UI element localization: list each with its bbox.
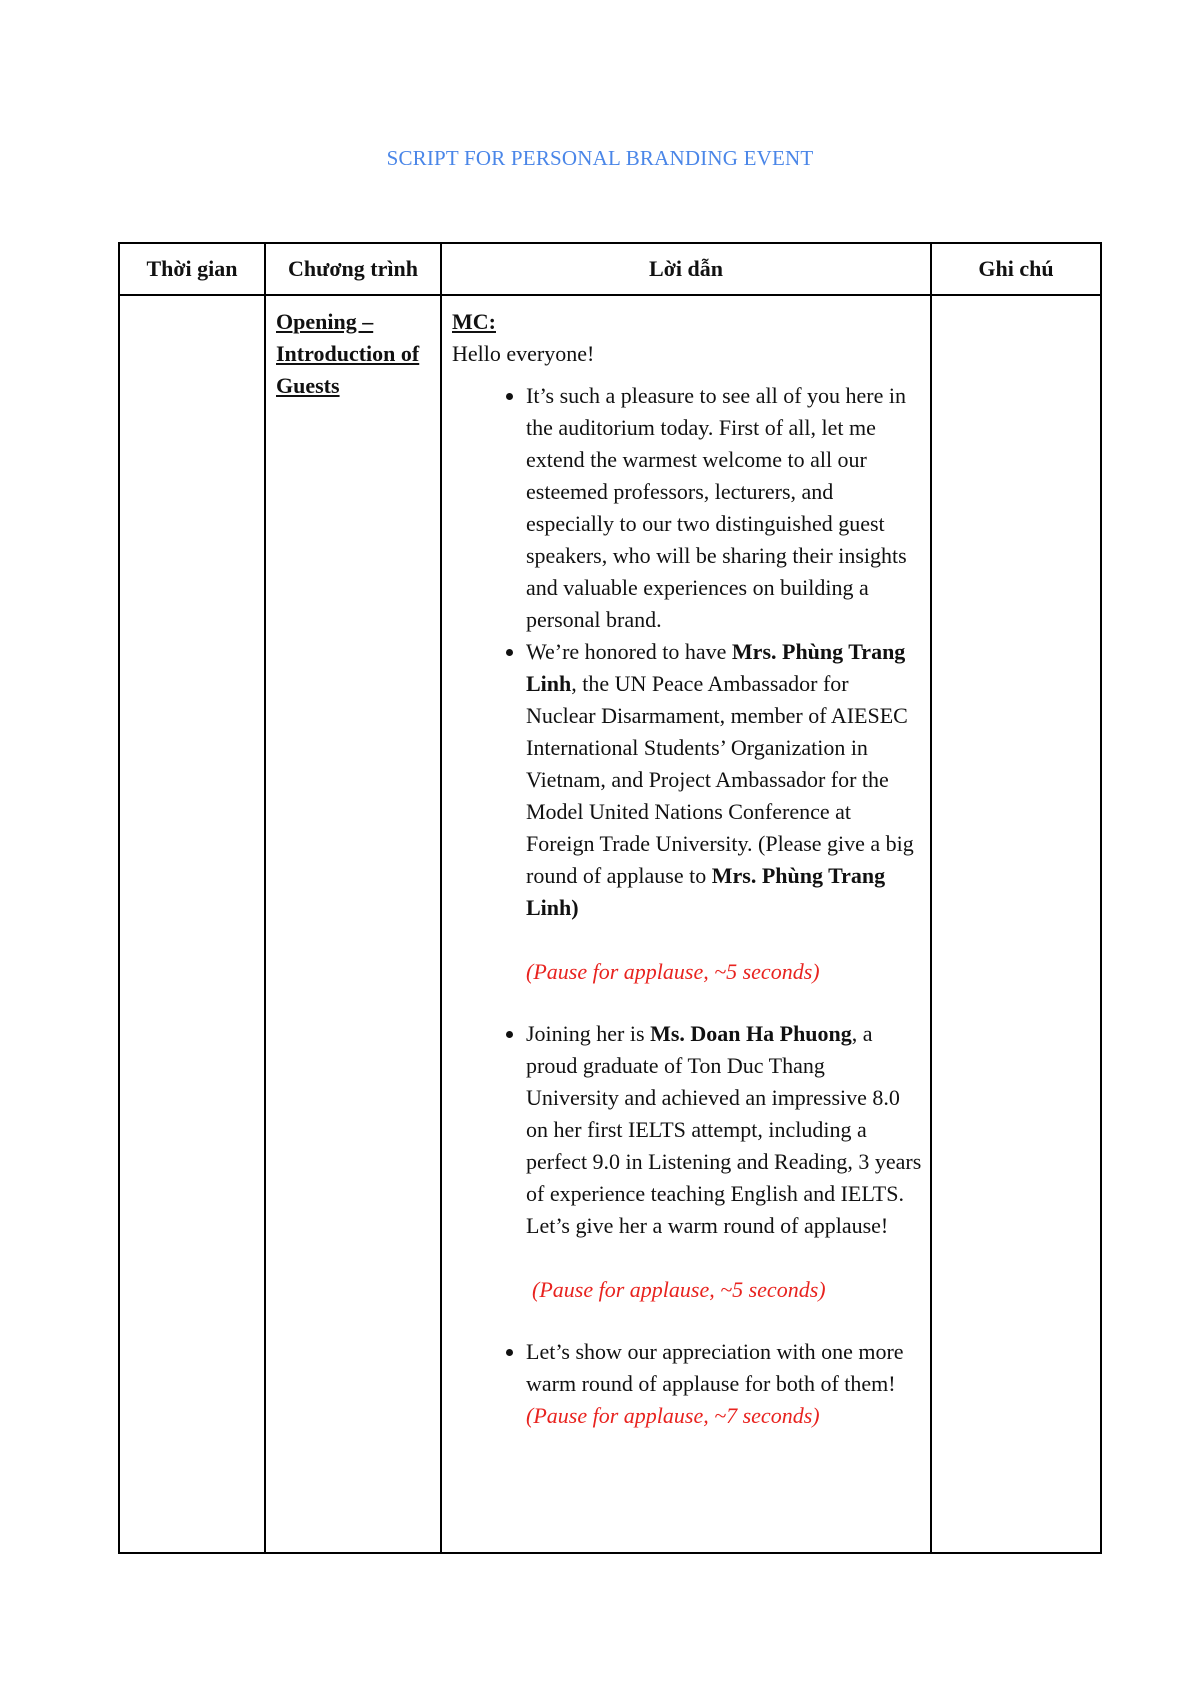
table-header-row [119,243,1101,295]
speaker-label: MC: [452,309,496,334]
guest-name: Ms. Doan Ha Phuong [650,1021,852,1046]
guest-name: Mrs. Phùng Trang Linh [526,639,906,696]
bullet-text: , a proud graduate of Ton Duc Thang University and achieved an impressive 8.0 on her first IELTS attempt, including a perfect 9.0 in Listening and Reading, 3 years of experience teaching English and IELTS. Let’s give her a warm round of applause! [526,1021,922,1238]
script-table [118,242,1102,1554]
stage-direction: (Pause for applause, ~7 seconds) [526,1403,820,1428]
cell-notes [931,295,1101,1553]
document-title: SCRIPT FOR PERSONAL BRANDING EVENT [386,146,814,170]
bullet-text: We’re honored to have [526,639,732,664]
list-item [526,380,922,636]
list-item [526,1336,922,1432]
cell-time [119,295,265,1553]
list-item [526,1018,922,1306]
stage-direction: (Pause for applause, ~5 seconds) [532,1277,826,1302]
header-time: Thời gian [119,243,265,295]
list-item [526,636,922,988]
guest-name: Mrs. Phùng Trang Linh) [526,863,886,920]
bullet-text: Joining her is [526,1021,651,1046]
bullet-text: Let’s show our appreciation with one more warm round of applause for both of them! [526,1339,904,1396]
header-script: Lời dẫn [441,243,931,295]
greeting-text: Hello everyone! [452,341,595,366]
program-title: Opening – Introduction of Guests [276,309,420,398]
stage-direction: (Pause for applause, ~5 seconds) [526,959,820,984]
table-row [119,295,1101,1553]
bullet-text: It’s such a pleasure to see all of you here in the auditorium today. First of all, let me extend the warmest welcome to all our esteemed professors, lecturers, and especially to our two distinguished guest speakers, who will be sharing their insights and valuable experiences on building a personal brand. [526,383,907,632]
header-program: Chương trình [265,243,441,295]
cell-program [265,295,441,1553]
bullet-text: , the UN Peace Ambassador for Nuclear Disarmament, member of AIESEC International Students’ Organization in Vietnam, and Project Ambassador for the Model United Nations Conference at Foreign Trade University. (Please give a big round of applause to [526,671,914,888]
script-bullets [452,380,922,1432]
header-notes: Ghi chú [931,243,1101,295]
cell-script [441,295,931,1553]
